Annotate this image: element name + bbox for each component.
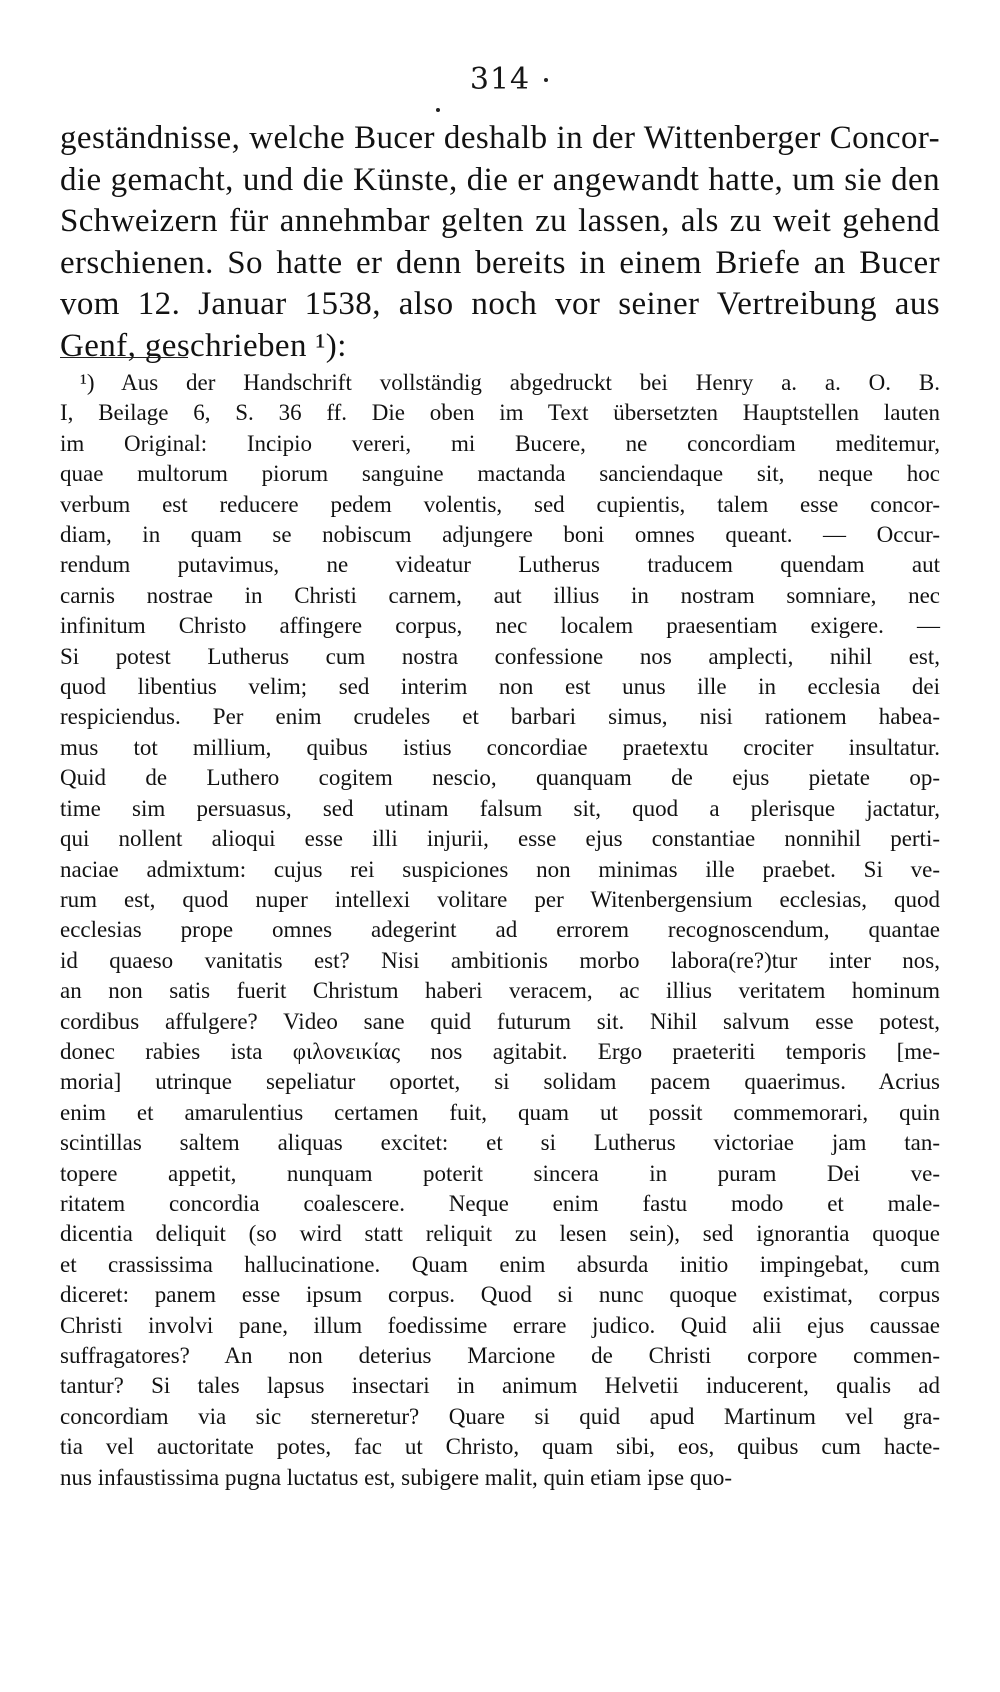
footnote-line: scintillas saltem aliquas excitet: et si Lutherus victoriae jam tan- <box>60 1130 940 1156</box>
footnote-line: Christi involvi pane, illum foedissime errare judico. Quid alii ejus caussae <box>60 1312 940 1338</box>
footnote-line: ¹) Aus der Handschrift vollständig abgedruckt bei Henry a. a. O. B. <box>80 370 940 395</box>
footnote-line: enim et amarulentius certamen fuit, quam ut possit commemorari, quin <box>60 1099 940 1125</box>
footnote-line: moria] utrinque sepeliatur oportet, si solidam pacem quaerimus. Acrius <box>60 1069 940 1095</box>
stray-dot-mark <box>436 108 440 112</box>
footnote-line: infinitum Christo affingere corpus, nec localem praesentiam exigere. — <box>60 613 940 639</box>
footnote-line: rendum putavimus, ne videatur Lutherus traducem quendam aut <box>60 552 940 578</box>
page-number: 314 <box>469 62 531 97</box>
footnote-line: Si potest Lutherus cum nostra confessione nos amplecti, nihil est, <box>60 643 940 669</box>
footnote-line: cordibus affulgere? Video sane quid futurum sit. Nihil salvum esse potest, <box>60 1008 940 1034</box>
text-line: Schweizern für annehmbar gelten zu lassen, als zu weit gehend <box>60 203 940 239</box>
footnote-line: diam, in quam se nobiscum adjungere boni omnes queant. — Occur- <box>60 522 940 548</box>
main-text <box>60 118 940 367</box>
footnote-line: suffragatores? An non deterius Marcione de Christi corpore commen- <box>60 1343 940 1368</box>
footnote-line: donec rabies ista φιλονεικίας nos agitabit. Ergo praeteriti temporis [me- <box>60 1038 940 1064</box>
footnote-line: qui nollent alioqui esse illi injurii, esse ejus constantiae nonnihil perti- <box>60 826 940 852</box>
text-line: erschienen. So hatte er denn bereits in einem Briefe an Bucer <box>60 244 940 281</box>
footnote-line: id quaeso vanitatis est? Nisi ambitionis morbo labora(re?)tur inter nos, <box>60 947 940 973</box>
footnote-line: respiciendus. Per enim crudeles et barbari simus, nisi rationem habea- <box>60 704 940 730</box>
text-line: die gemacht, und die Künste, die er angewandt hatte, um sie den <box>60 161 940 198</box>
footnote-line: ritatem concordia coalescere. Neque enim fastu modo et male- <box>60 1190 940 1216</box>
footnote-line: naciae admixtum: cujus rei suspiciones non minimas ille praebet. Si ve- <box>60 856 940 882</box>
text-line: vom 12. Januar 1538, also noch vor seiner Vertreibung aus <box>60 286 940 322</box>
footnote-line: im Original: Incipio vereri, mi Bucere, ne concordiam meditemur, <box>60 430 940 456</box>
footnote <box>60 368 940 1493</box>
footnote-line: diceret: panem esse ipsum corpus. Quod si nunc quoque existimat, corpus <box>60 1282 940 1308</box>
text-line: geständnisse, welche Bucer deshalb in der Wittenberger Concor- <box>60 120 940 156</box>
footnote-line: rum est, quod nuper intellexi volitare per Witenbergensium ecclesias, quod <box>60 886 940 912</box>
footnote-line: verbum est reducere pedem volentis, sed cupientis, talem esse concor- <box>60 491 940 517</box>
footnote-line: mus tot millium, quibus istius concordiae praetextu crociter insultatur. <box>60 734 940 760</box>
footnote-line: nus infaustissima pugna luctatus est, subigere malit, quin etiam ipse quo- <box>60 1464 732 1490</box>
footnote-line: an non satis fuerit Christum haberi veracem, ac illius veritatem hominum <box>60 978 940 1004</box>
footnote-line: time sim persuasus, sed utinam falsum sit, quod a plerisque jactatur, <box>60 795 940 821</box>
footnote-line: quae multorum piorum sanguine mactanda sanciendaque sit, neque hoc <box>60 461 940 487</box>
footnote-line: quod libentius velim; sed interim non est unus ille in ecclesia dei <box>60 674 940 700</box>
footnote-line: Quid de Luthero cogitem nescio, quanquam de ejus pietate op- <box>60 765 940 791</box>
footnote-line: carnis nostrae in Christi carnem, aut illius in nostram somniare, nec <box>60 582 940 608</box>
stray-dot-mark <box>544 78 548 82</box>
footnote-line: topere appetit, nunquam poterit sincera in puram Dei ve- <box>60 1160 940 1186</box>
footnote-line: concordiam via sic sterneretur? Quare si quid apud Martinum vel gra- <box>60 1403 940 1429</box>
footnote-line: tia vel auctoritate potes, fac ut Christo, quam sibi, eos, quibus cum hacte- <box>60 1434 940 1460</box>
footnote-line: et crassissima hallucinatione. Quam enim absurda initio impingebat, cum <box>60 1251 940 1277</box>
footnote-line: I, Beilage 6, S. 36 ff. Die oben im Text übersetzten Hauptstellen lauten <box>60 400 940 426</box>
footnote-line: tantur? Si tales lapsus insectari in animum Helvetii inducerent, qualis ad <box>60 1373 940 1399</box>
footnote-separator <box>60 357 188 358</box>
footnote-line: ecclesias prope omnes adegerint ad errorem recognoscendum, quantae <box>60 917 940 943</box>
text-line: Genf, geschrieben ¹): <box>60 327 347 364</box>
footnote-line: dicentia deliquit (so wird statt reliquit zu lesen sein), sed ignorantia quoque <box>60 1221 940 1247</box>
